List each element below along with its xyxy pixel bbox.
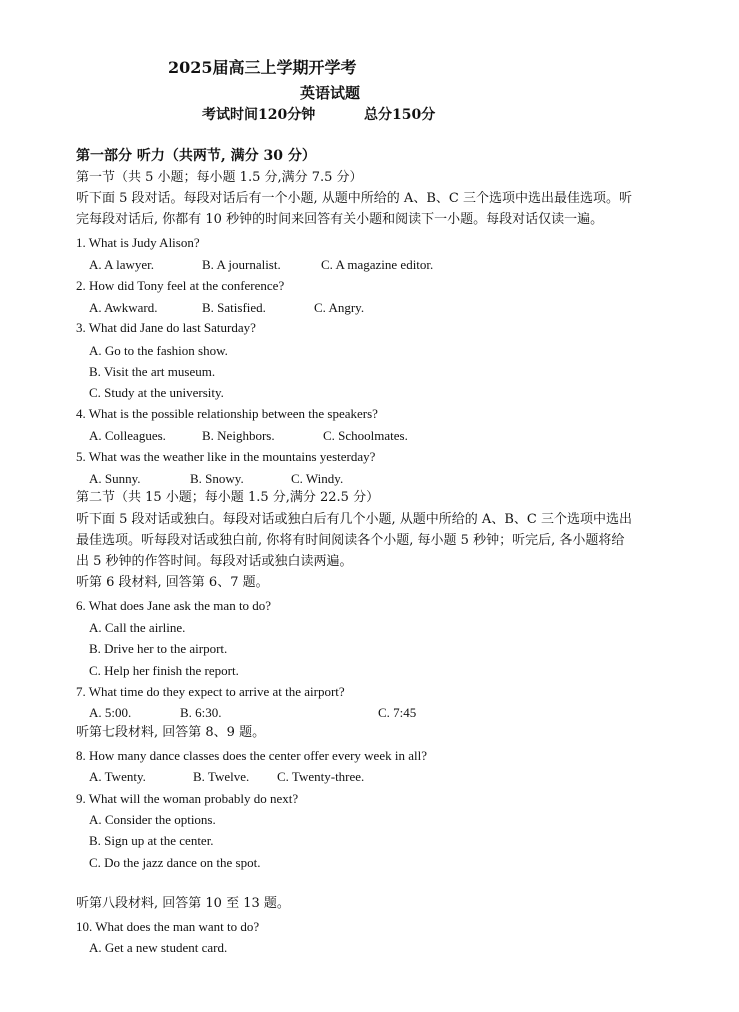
material-7-note: 听第七段材料, 回答第 8、9 题。	[76, 725, 266, 740]
question-1-stem: 1. What is Judy Alison?	[76, 235, 200, 250]
question-5-option-a: A. Sunny.	[89, 471, 141, 486]
question-2-stem: 2. How did Tony feel at the conference?	[76, 278, 285, 293]
question-5-option-c: C. Windy.	[291, 471, 344, 486]
material-8-note: 听第八段材料, 回答第 10 至 13 题。	[76, 896, 290, 911]
section2-instructions-line1: 听下面 5 段对话或独白。每段对话或独白后有几个小题, 从题中所给的 A、B、C 三个选项中选出	[76, 512, 632, 527]
question-9-option-c: C. Do the jazz dance on the spot.	[89, 855, 261, 870]
material-6-note: 听第 6 段材料, 回答第 6、7 题。	[76, 575, 269, 590]
section2-instructions-line2: 最佳选项。听每段对话或独白前, 你将有时间阅读各个小题, 每小题 5 秒钟；听完后, 各小题将给	[76, 533, 625, 548]
question-5-stem: 5. What was the weather like in the mountains yesterday?	[76, 449, 376, 464]
question-3-option-c: C. Study at the university.	[89, 385, 224, 400]
question-8-option-c: C. Twenty-three.	[277, 769, 365, 784]
question-8-option-a: A. Twenty.	[89, 769, 146, 784]
exam-total-score: 总分150分	[364, 107, 436, 123]
question-4-option-a: A. Colleagues.	[89, 428, 166, 443]
question-7-option-c: C. 7:45	[378, 705, 417, 720]
question-7-option-b: B. 6:30.	[180, 705, 222, 720]
question-4-stem: 4. What is the possible relationship between the speakers?	[76, 406, 378, 421]
section1-heading: 第一节（共 5 小题；每小题 1.5 分,满分 7.5 分）	[76, 170, 363, 185]
question-7-option-a: A. 5:00.	[89, 705, 132, 720]
question-3-option-a: A. Go to the fashion show.	[89, 343, 228, 358]
question-7-stem: 7. What time do they expect to arrive at the airport?	[76, 684, 345, 699]
question-3-option-b: B. Visit the art museum.	[89, 364, 216, 379]
section2-instructions-line3: 出 5 秒钟的作答时间。每段对话或独白读两遍。	[76, 554, 353, 569]
question-6-option-a: A. Call the airline.	[89, 620, 186, 635]
section1-instructions-line1: 听下面 5 段对话。每段对话后有一个小题, 从题中所给的 A、B、C 三个选项中选出最佳选项。听	[76, 191, 632, 206]
question-10-option-a: A. Get a new student card.	[89, 940, 228, 955]
part1-heading: 第一部分 听力（共两节, 满分 30 分）	[76, 148, 316, 164]
question-10-stem: 10. What does the man want to do?	[76, 919, 260, 934]
question-1-option-a: A. A lawyer.	[89, 257, 154, 272]
question-6-option-c: C. Help her finish the report.	[89, 663, 239, 678]
question-2-option-a: A. Awkward.	[89, 300, 158, 315]
question-2-option-c: C. Angry.	[314, 300, 365, 315]
question-8-stem: 8. How many dance classes does the center offer every week in all?	[76, 748, 427, 763]
question-2-option-b: B. Satisfied.	[202, 300, 266, 315]
question-1-option-c: C. A magazine editor.	[321, 257, 434, 272]
question-9-option-a: A. Consider the options.	[89, 812, 216, 827]
question-6-stem: 6. What does Jane ask the man to do?	[76, 598, 272, 613]
section1-instructions-line2: 完每段对话后, 你都有 10 秒钟的时间来回答有关小题和阅读下一小题。每段对话仅读一遍。	[76, 212, 604, 227]
exam-title: 2025届高三上学期开学考	[168, 58, 357, 77]
question-9-option-b: B. Sign up at the center.	[89, 833, 214, 848]
subject-title: 英语试题	[300, 84, 361, 102]
question-4-option-c: C. Schoolmates.	[323, 428, 408, 443]
exam-time: 考试时间120分钟	[202, 107, 316, 123]
question-6-option-b: B. Drive her to the airport.	[89, 641, 228, 656]
question-5-option-b: B. Snowy.	[190, 471, 244, 486]
question-1-option-b: B. A journalist.	[202, 257, 281, 272]
section2-heading: 第二节（共 15 小题；每小题 1.5 分,满分 22.5 分）	[76, 490, 380, 505]
question-4-option-b: B. Neighbors.	[202, 428, 275, 443]
question-8-option-b: B. Twelve.	[193, 769, 250, 784]
question-3-stem: 3. What did Jane do last Saturday?	[76, 320, 256, 335]
question-9-stem: 9. What will the woman probably do next?	[76, 791, 299, 806]
